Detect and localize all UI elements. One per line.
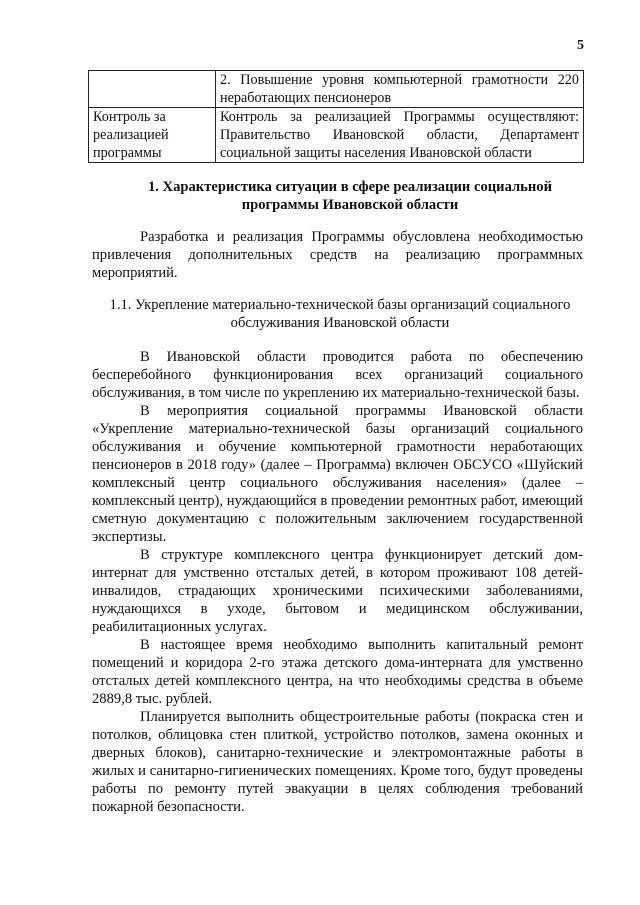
intro-block (92, 228, 583, 282)
section-heading: 1. Характеристика ситуации в сфере реализации социальной программы Ивановской области (147, 179, 553, 213)
intro-paragraph: Разработка и реализация Программы обусловлена необходимостью привлечения дополнительных средств на реализацию программных мероприятий. (92, 229, 583, 281)
page-number: 5 (577, 38, 584, 53)
paragraph-3: В структуре комплексного центра функционирует детский дом-интернат для умственно отсталых детей, в котором проживают 108 детей-инвалидов, страдающих хроническими психическими заболеваниями, нуждающихся в уходе, бытовом и медицинском обслуживании, реабилитационных услугах. (92, 547, 583, 635)
paragraph-1: В Ивановской области проводится работа по обеспечению бесперебойного функционирования всех организаций социального обслуживания, в том числе по укреплению их материально-технической базы. (92, 349, 583, 401)
paragraph-5: Планируется выполнить общестроительные работы (покраска стен и потолков, облицовка стен плиткой, устройство потолков, замена оконных и дверных блоков), санитарно-технические и электромонтажные работы в жилых и санитарно-гигиенических помещениях. Кроме того, будут проведены работы по ремонту путей эвакуации в целях соблюдения требований пожарной безопасности. (92, 709, 583, 815)
table-cell-value: Контроль за реализацией Программы осуществляют: Правительство Ивановской области, Департамент социальной защиты населения Ивановской области (216, 108, 584, 163)
table-cell-label: Контроль за реализацией программы (89, 108, 216, 163)
table-row (89, 71, 584, 108)
paragraph-2: В мероприятия социальной программы Ивановской области «Укрепление материально-технической базы организаций социального обслуживания и обучение компьютерной грамотности неработающих пенсионеров в 2018 году» (далее – Программа) включен ОБСУСО «Шуйский комплексный центр социального обслуживания населения» (далее – комплексный центр), нуждающийся в проведении ремонтных работ, имеющий сметную документацию с положительным заключением государственной экспертизы. (92, 403, 583, 545)
table-row (89, 108, 584, 163)
table-cell-label (89, 71, 216, 108)
paragraph-4: В настоящее время необходимо выполнить капитальный ремонт помещений и коридора 2-го этажа детского дома-интерната для умственно отсталых детей комплексного центра, на что необходимы средства в объеме 2889,8 тыс. рублей. (92, 637, 583, 707)
table-cell-value: 2. Повышение уровня компьютерной грамотности 220 неработающих пенсионеров (216, 71, 584, 108)
subsection-heading: 1.1. Укрепление материально-технической базы организаций социального обслуживания Ивановской области (109, 297, 571, 331)
program-summary-table (88, 70, 584, 163)
main-text (92, 348, 583, 816)
